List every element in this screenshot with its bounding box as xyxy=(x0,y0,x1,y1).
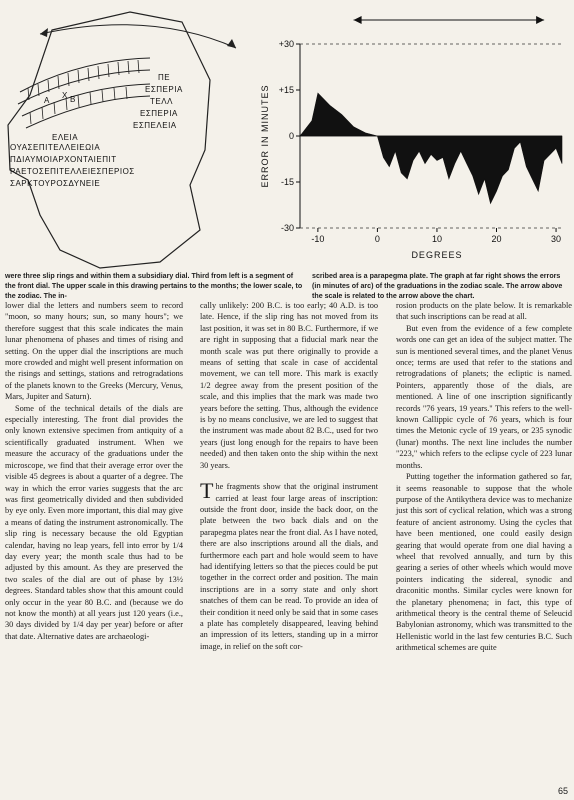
scale-arrow-line xyxy=(40,25,236,48)
y-tick-label: -30 xyxy=(280,223,294,233)
inscription-line: ΕΣΠΕΛΕΙΑ xyxy=(133,121,177,130)
paragraph: Putting together the information gathered so far, it seems reasonable to suppose that the whole purpose of the Antikythera device was to mechanize just this sort of cyclical relation, which was a strong feature of ancient astronomy. Using the cycles that have been mentioned, one could easily design gearing that would operate from one dial having a wheel that revolved annually, and turn by this gearing a series of other wheels which would move pointers indicating the sidereal, synodic and draconitic months. Similar cycles were known for the planetary phenomena; in fact, this type of arithmetical theory is the central theme of Seleucid Babylonian astronomy, which was transmitted to the Hellenistic world in the last few centuries B.C. Such arithmetical schemes are quite xyxy=(396,472,572,653)
paragraph: cally unlikely: 200 B.C. is too early; 40 A.D. is too late. Hence, if the slip ring has not moved from its last position, it was set in 80 B.C. Furthermore, if we are right in supposing that a fiducial mark near the month scale was put there originally to provide a means of setting that scale in case of accidental movement, we can tell more. This mark is exactly 1/2 degree away from the present position of the scale, and this implies that the mark was made two years before the setting. Thus, although the evidence is by no means conclusive, we are led to suggest that the instrument was made about 82 B.C., used for two years (just long enough for the repairs to have been needed) and then taken onto the ship within the next 30 years. xyxy=(200,301,378,470)
fragment-drawing xyxy=(8,12,236,268)
inscription-line: ΤΕΛΛ xyxy=(150,97,173,106)
inscription-line: ΠΕ xyxy=(158,73,171,82)
error-chart xyxy=(260,16,562,260)
body-column-1 xyxy=(5,300,183,642)
inscription-line: ΕΣΠΕΡΙΑ xyxy=(140,109,178,118)
figure-caption-right: scribed area is a parapegma plate. The graph at far right shows the errors (in minutes of arc) of the graduations in the zodiac scale. The arrow above the scale is related to the arrow above the chart. xyxy=(312,272,563,301)
dial-letter: Χ xyxy=(62,91,68,100)
inscription-line: ΟΥΑΣΕΠΙΤΕΛΛΕΙΕΩΙΑ xyxy=(10,143,101,152)
x-tick-label: -10 xyxy=(311,234,325,244)
y-tick-label: -15 xyxy=(280,177,294,187)
x-axis-label: DEGREES xyxy=(411,250,463,260)
inscription-line: ΡΑΕΤΟΣΕΠΙΤΕΛΛΕΙΕΣΠΕΡΙΟΣ xyxy=(10,167,135,176)
chart-arrow-head-right xyxy=(536,16,544,24)
figure xyxy=(0,0,574,270)
x-tick-label: 20 xyxy=(491,234,502,244)
y-axis-label: ERROR IN MINUTES xyxy=(260,84,270,188)
inscription-line: ΕΣΠΕΡΙΑ xyxy=(145,85,183,94)
paragraph: But even from the evidence of a few complete words one can get an idea of the subject matter. The sun is mentioned several times, and the planet Venus once; terms are used that refer to the stations and retrogradations of planets; the ecliptic is named. Pointers, apparently those of the dials, are mentioned. A line of one inscription significantly records "76 years, 19 years." This refers to the well-known Callippic cycle of 76 years, which is four times the Metonic cycle of 19 years, or 235 synodic (lunar) months. The next line includes the number "223," which refers to the eclipse cycle of 223 lunar months. xyxy=(396,323,572,470)
dial-letter: Β xyxy=(70,95,76,104)
x-tick-label: 30 xyxy=(551,234,562,244)
inscription-line: ΕΛΕΙΑ xyxy=(52,133,79,142)
drop-cap: T xyxy=(200,478,214,504)
body-column-2 xyxy=(200,300,378,652)
error-area xyxy=(300,93,562,203)
page-number: 65 xyxy=(557,786,568,796)
dial-arc-mid xyxy=(18,70,150,104)
fragment-outline xyxy=(8,12,210,268)
inscription-line: ΠΔΙΑΥΜΟΙΑΡΧΟΝΤΑΙΕΠΙΤ xyxy=(10,155,117,164)
x-tick-label: 10 xyxy=(431,234,442,244)
dial-arc-outer xyxy=(20,58,150,92)
dial-arc-inner xyxy=(22,84,150,116)
chart-arrow-head-left xyxy=(354,16,362,24)
scale-arrow-head-left xyxy=(40,28,48,37)
y-tick-label: +30 xyxy=(278,39,294,49)
scale-arrow-head-right xyxy=(227,39,236,48)
paragraph: Some of the technical details of the dials are especially interesting. The front dial provides the only known extensive specimen from antiquity of a scientifically graduated instrument. When we measure the accuracy of the graduations under the microscope, we find that their average error over the visible 45 degrees is about a quarter of a degree. The way in which the error varies suggests that the arc was first geometrically divided and then subdivided by eye only. Even more important, this dial may give a means of dating the instrument astronomically. The slip ring is necessary because the old Egyptian calendar, having no leap years, fell into error by 1/4 day every year; the month scale thus had to be adjusted by this amount. As they are preserved the two scales of the dial are out of phase by 13½ degrees. Standard tables show that this amount could only occur in the year 80 B.C. and (because we do not know the month) at all years just 120 years (i.e., 30 days divided by 1/4 day per year) before or after that date. Alternative dates are archaeologi- xyxy=(5,403,183,641)
dial-letter: A xyxy=(44,96,50,105)
y-tick-label: +15 xyxy=(278,85,294,95)
paragraph: rosion products on the plate below. It is remarkable that such inscriptions can be read at all. xyxy=(396,301,572,322)
figure-caption-left: were three slip rings and within them a subsidiary dial. Third from left is a segment of the front dial. The upper scale in this drawing pertains to the months; the lower scale, to the zodiac. The in- xyxy=(5,272,303,301)
body-column-3 xyxy=(396,300,572,654)
y-tick-label: 0 xyxy=(288,131,294,141)
paragraph: lower dial the letters and numbers seem to record "moon, so many hours; sun, so many hours"; we therefore suggest that this scale indicates the main lunar phenomena of phases and times of rising and setting. On the upper dial the inscriptions are much more crowded and might well present information on the risings and settings, stations and retrogradations of the planets known to the Greeks (Mercury, Venus, Mars, Jupiter and Saturn). xyxy=(5,301,183,402)
paragraph-dropcap xyxy=(200,478,378,652)
x-tick-label: 0 xyxy=(374,234,380,244)
paragraph-text: he fragments show that the original instrument carried at least four large areas of inscription: outside the front door, inside the back door, on the plate between the two back dials and on the parapegma plates near the front dial. As I have noted, there are also inscriptions around all the dials, and furthermore each part and hole would seem to have had identifying letters so that the pieces could be put together in the correct order and position. The main inscriptions are in a sorry state and only short snatches of them can be read. To provide an idea of their condition it need only be said that in some cases a plate has completely disappeared, leaving behind an impression of its letters, standing up in a mirror image, in relief on the soft cor- xyxy=(200,482,378,651)
inscription-line: ΣΑΡΚΤΟΥΡΟΣΔΥΝΕΙΕ xyxy=(10,179,101,188)
figure-svg xyxy=(0,0,574,270)
